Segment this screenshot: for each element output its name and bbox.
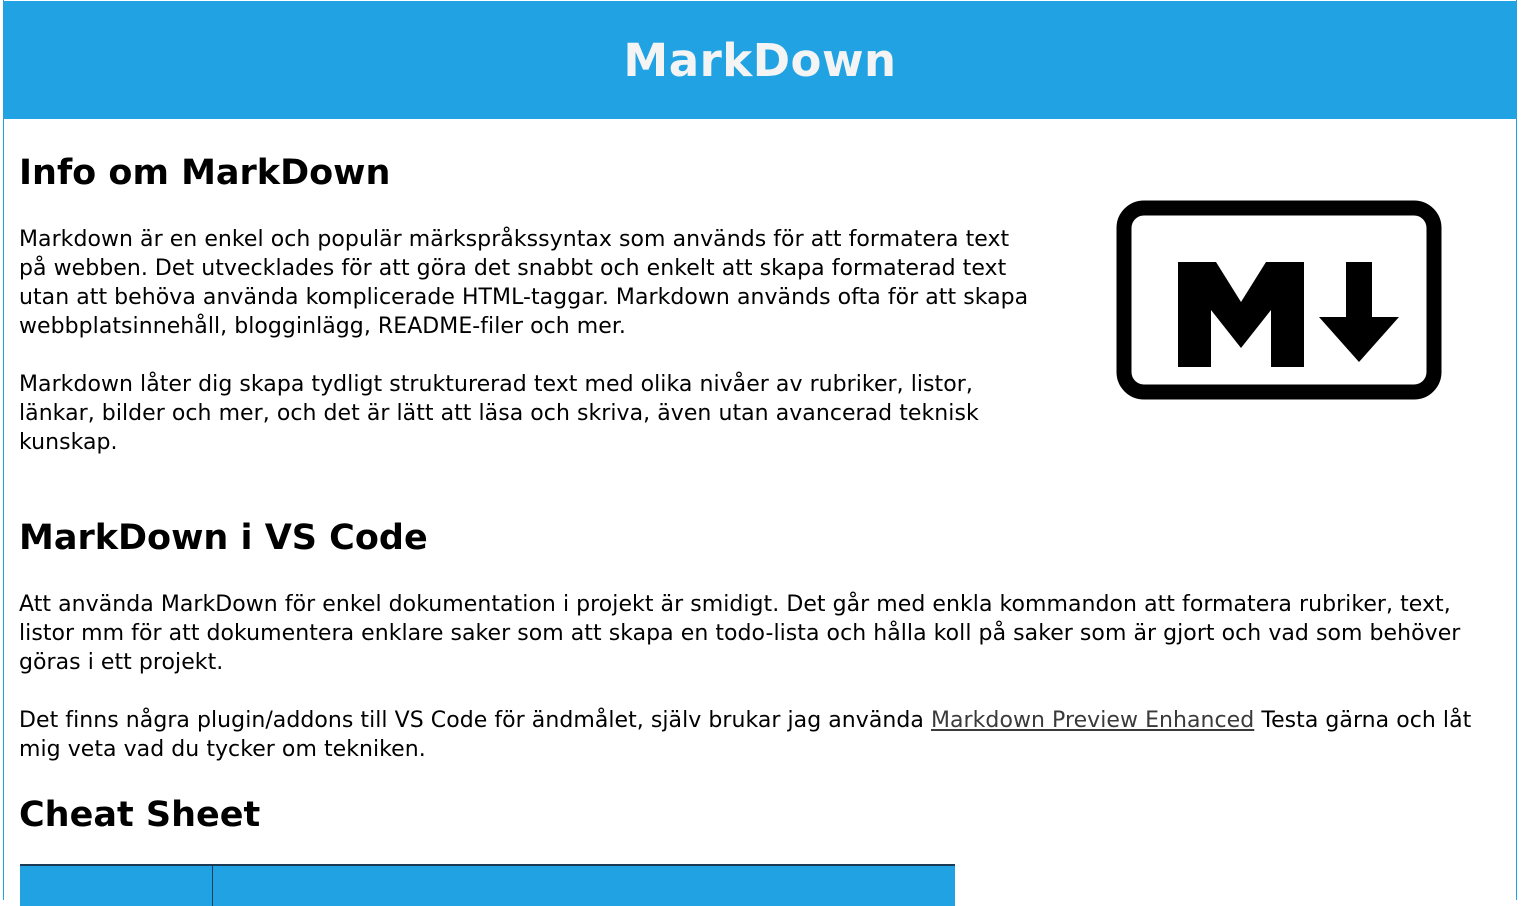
page-frame	[3, 0, 1517, 900]
info-paragraph-1: Markdown är en enkel och populär märkspråkssyntax som används för att formatera text på webben. Det utvecklades för att göra det snabbt och enkelt att skapa formaterad text utan att behöva använda komplicerade HTML-taggar. Markdown används ofta för att skapa webbplatsinnehåll, blogginlägg, README-filer och mer.	[19, 227, 1029, 339]
vscode-paragraph-2-before: Det finns några plugin/addons till VS Code för ändmålet, själv brukar jag använda	[19, 708, 931, 733]
cheat-sheet-header-col-2	[213, 865, 956, 906]
site-header	[4, 1, 1516, 119]
cheat-sheet-header-col-1	[20, 865, 213, 906]
section-heading-vscode: MarkDown i VS Code	[19, 518, 428, 558]
cheat-sheet-table	[20, 864, 955, 906]
vscode-paragraph-2-after: Testa gärna och låt mig veta vad du tycker om tekniken.	[19, 708, 1472, 762]
info-text-column	[19, 225, 1034, 457]
section-heading-cheat-sheet: Cheat Sheet	[19, 795, 261, 835]
markdown-preview-enhanced-link[interactable]: Markdown Preview Enhanced	[930, 708, 1255, 733]
section-heading-info: Info om MarkDown	[19, 153, 391, 193]
vscode-paragraph-2	[19, 706, 1489, 764]
markdown-logo-icon	[1116, 200, 1442, 400]
vscode-paragraph-1: Att använda MarkDown för enkel dokumentation i projekt är smidigt. Det går med enkla kommandon att formatera rubriker, text, listor mm för att dokumentera enklare saker som att skapa en todo-lista och hålla koll på saker som är gjort och vad som behöver göras i ett projekt.	[19, 592, 1461, 675]
cheat-sheet-header-row	[20, 865, 955, 906]
info-paragraph-2: Markdown låter dig skapa tydligt strukturerad text med olika nivåer av rubriker, listor, länkar, bilder och mer, och det är lätt att läsa och skriva, även utan avancerad teknisk kunskap.	[19, 372, 979, 455]
site-title: MarkDown	[623, 33, 897, 87]
